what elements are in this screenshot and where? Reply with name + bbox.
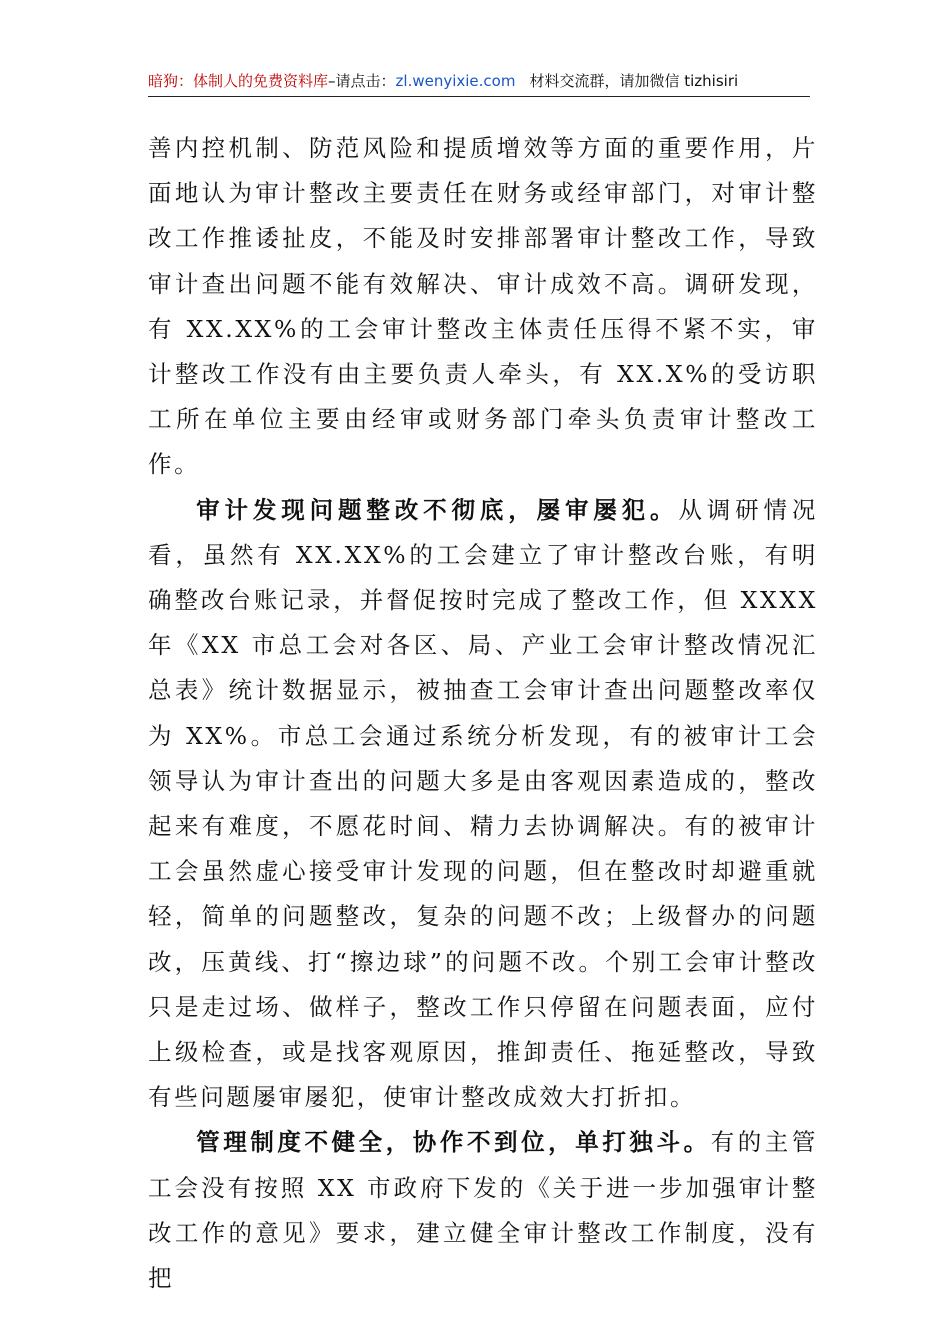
header-group-note: 材料交流群，请加微信 tizhisiri [529, 72, 739, 90]
paragraph-3-text: 有的主管工会没有按照 XX 市政府下发的《关于进一步加强审计整改工作的意见》要求，建立健全审计整改工作制度，没有把 [148, 1128, 818, 1293]
paragraph-1-text: 善内控机制、防范风险和提质增效等方面的重要作用，片面地认为审计整改主要责任在财务或经审部门，对审计整改工作推诿扯皮，不能及时安排部署审计整改工作，导致审计查出问题不能有效解决、审计成效不高。调研发现，有 XX.XX%的工会审计整改主体责任压得不紧不实，审计整改工作没有由主要负责人牵头，有 XX.X%的受访职工所在单位主要由经审或财务部门牵头负责审计整改工作。 [148, 134, 818, 479]
header-click-prompt: –请点击： [328, 72, 396, 90]
paragraph-3 [148, 1120, 818, 1301]
paragraph-1 [148, 126, 818, 488]
paragraph-2-text: 从调研情况看，虽然有 XX.XX%的工会建立了审计整改台账，有明确整改台账记录，并督促按时完成了整改工作，但 XXXX 年《XX 市总工会对各区、局、产业工会审计整改情况汇总表》统计数据显示，被抽查工会审计查出问题整改率仅为 XX%。市总工会通过系统分析发现，有的被审计工会领导认为审计查出的问题大多是由客观因素造成的，整改起来有难度，不愿花时间、精力去协调解决。有的被审计工会虽然虚心接受审计发现的问题，但在整改时却避重就轻，简单的问题整改，复杂的问题不改；上级督办的问题改，压黄线、打“擦边球”的问题不改。个别工会审计整改只是走过场、做样子，整改工作只停留在问题表面，应付上级检查，或是找客观原因，推卸责任、拖延整改，导致有些问题屡审屡犯，使审计整改成效大打折扣。 [148, 495, 819, 1112]
page-header [148, 70, 810, 97]
header-url-link[interactable]: zl.wenyixie.com [395, 72, 516, 90]
header-site-name: 暗狗：体制人的免费资料库 [148, 72, 329, 90]
paragraph-3-heading: 管理制度不健全，协作不到位，单打独斗。 [196, 1128, 711, 1157]
paragraph-2-heading: 审计发现问题整改不彻底，屡审屡犯。 [196, 495, 679, 524]
document-body [148, 126, 818, 1301]
paragraph-2 [148, 488, 818, 1121]
